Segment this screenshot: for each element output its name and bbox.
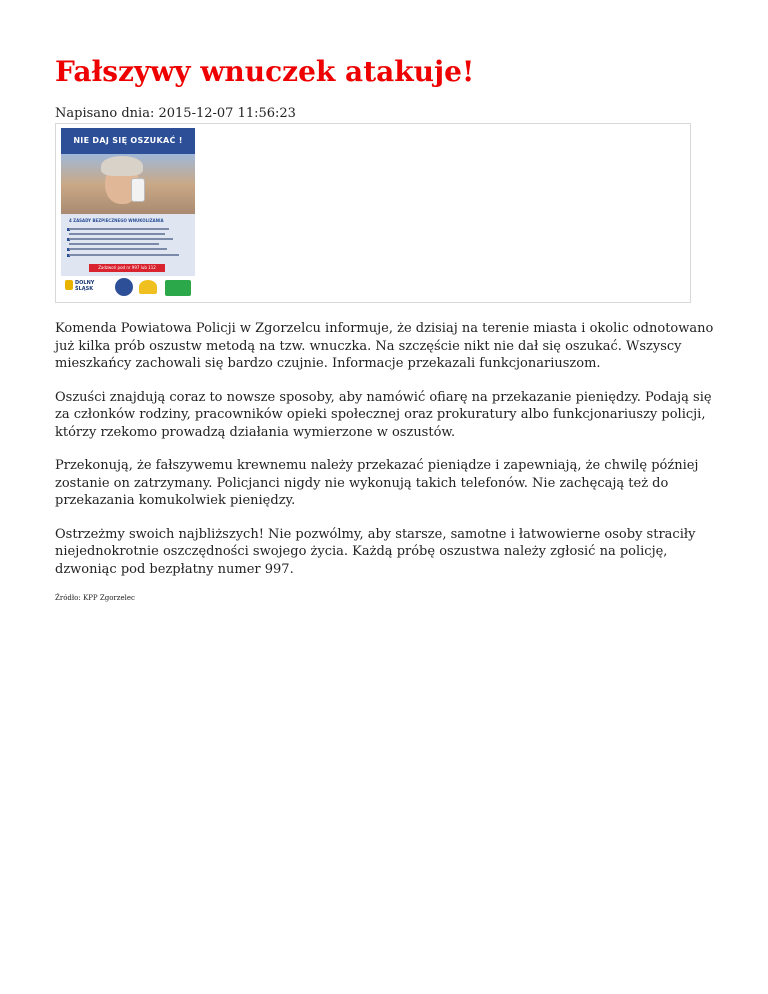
publish-date: 2015-12-07 11:56:23	[158, 106, 296, 121]
date-label: Napisano dnia:	[55, 106, 155, 121]
police-badge-icon	[115, 278, 133, 296]
publish-date-line	[55, 106, 296, 122]
poster-rule-line	[69, 238, 173, 240]
article-paragraph: Ostrzeżmy swoich najbliższych! Nie pozwólmy, aby starsze, samotne i łatwowierne osoby straciły niejednokrotnie oszczędności swojego życia. Każdą próbę oszustwa należy zgłosić na policję, dzwoniąc pod bezpłatny numer 997.	[55, 526, 696, 577]
poster-photo-elderly-woman	[61, 154, 195, 214]
green-logo-icon	[165, 280, 191, 296]
partner-logo-icon	[139, 280, 157, 294]
region-logo-text: DOLNY ŚLĄSK	[75, 280, 95, 292]
warning-poster-image	[61, 128, 195, 299]
article-title: Fałszywy wnuczek atakuje!	[55, 55, 475, 88]
woman-hair-shape	[101, 156, 143, 176]
article-paragraph: Komenda Powiatowa Policji w Zgorzelcu informuje, że dzisiaj na terenie miasta i okolic odnotowano już kilka prób oszustw metodą na tzw. wnuczka. Na szczęście nikt nie dał się oszukać. Wszyscy mieszkańcy zachowali się bardzo czujnie. Informacje przekazali funkcjonariuszom.	[55, 321, 714, 371]
article-body	[55, 320, 715, 594]
telephone-icon	[131, 178, 145, 202]
poster-call-to-action: Zadzwoń pod nr 997 lub 112	[89, 264, 165, 272]
poster-rule-line	[69, 248, 167, 250]
article-paragraph: Przekonują, że fałszywemu krewnemu należy przekazać pieniądze i zapewniają, że chwilę później zostanie on zatrzymany. Policjanci nigdy nie wykonują takich telefonów. Nie zachęcają też do przekazania komukolwiek pieniędzy.	[55, 458, 699, 508]
poster-headline: NIE DAJ SIĘ OSZUKAĆ !	[61, 128, 195, 154]
crest-logo-icon	[65, 280, 73, 290]
article-image-frame	[55, 123, 691, 303]
source-note: Źródło: KPP Zgorzelec	[55, 594, 135, 602]
article-paragraph: Oszuści znajdują coraz to nowsze sposoby, aby namówić ofiarę na przekazanie pieniędzy. Podają się za członków rodziny, pracowników opieki społecznej oraz prokuratury albo funkcjonariuszy policji, którzy rzekomo prowadzą działania wymierzone w oszustów.	[55, 389, 712, 440]
poster-rule-line	[69, 243, 159, 245]
poster-logos	[61, 276, 195, 299]
poster-rule-line	[69, 228, 169, 230]
poster-rule-line	[69, 254, 179, 256]
poster-rule-line	[69, 233, 165, 235]
poster-rules-panel	[61, 214, 195, 276]
poster-panel-title: 4 ZASADY BEZPIECZNEGO WNUKOLIZANIA	[69, 218, 164, 223]
